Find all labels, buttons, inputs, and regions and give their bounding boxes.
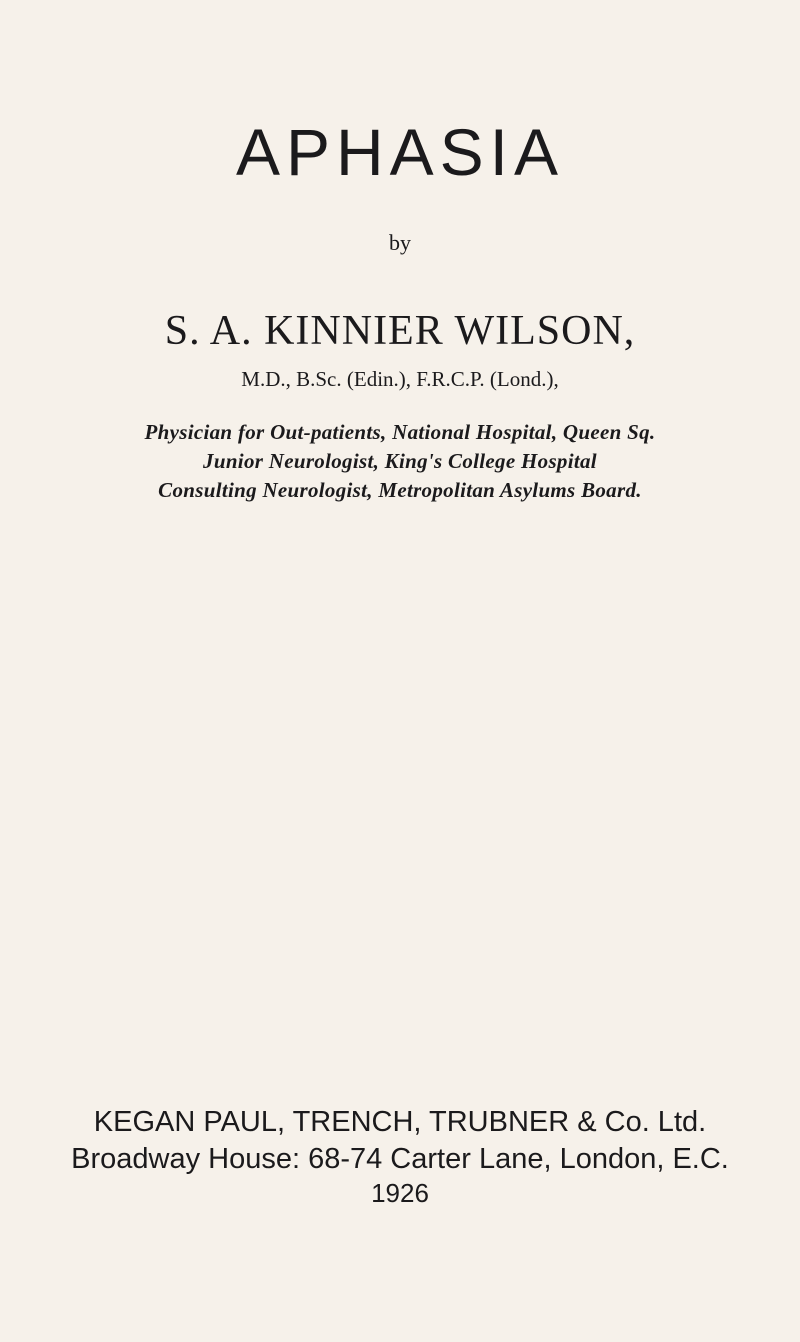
author-qualifications: M.D., B.Sc. (Edin.), F.R.C.P. (Lond.), xyxy=(241,367,559,391)
author-name: S. A. KINNIER WILSON, xyxy=(164,308,636,354)
author-position: Junior Neurologist, King's College Hospital xyxy=(203,449,597,473)
by-line: by xyxy=(389,230,411,255)
author-position: Consulting Neurologist, Metropolitan Asylums Board. xyxy=(158,478,642,502)
publisher-address: Broadway House: 68-74 Carter Lane, London, E.C. xyxy=(71,1143,729,1175)
publisher-name: KEGAN PAUL, TRENCH, TRUBNER & Co. Ltd. xyxy=(93,1106,707,1138)
author-position: Physician for Out-patients, National Hospital, Queen Sq. xyxy=(144,420,656,444)
book-title: APHASIA xyxy=(235,115,565,189)
publication-year: 1926 xyxy=(371,1178,429,1208)
